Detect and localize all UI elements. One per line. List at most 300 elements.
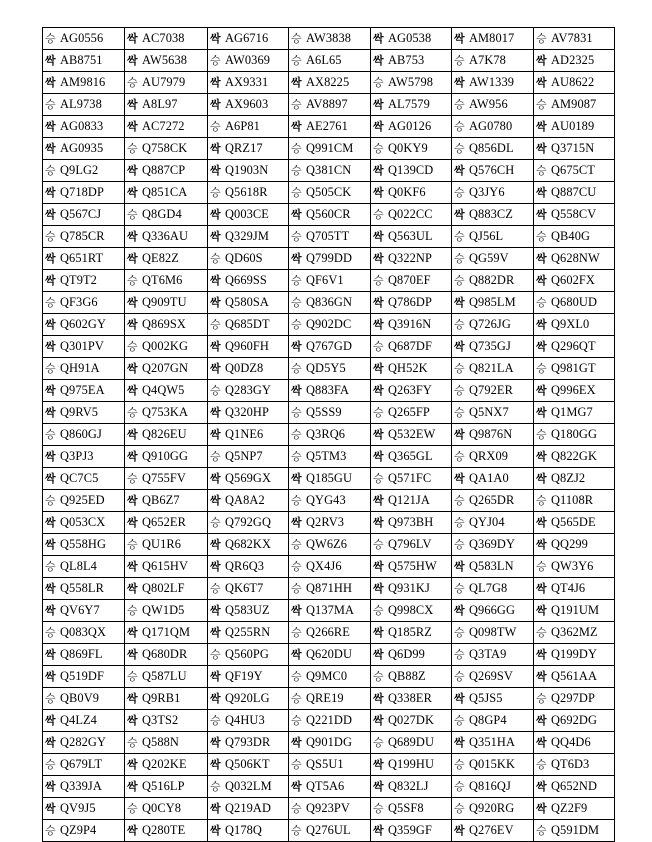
table-cell [371,820,452,842]
table-cell [125,644,208,666]
table-cell [371,776,452,798]
region-glyph-icon: 승 [373,274,384,287]
plate-code: Q758CK [142,141,188,155]
plate-code: Q675CT [551,163,595,177]
table-cell [208,754,289,776]
region-glyph-icon: 승 [454,670,465,683]
table-cell [534,732,615,754]
table-cell [43,204,125,226]
region-glyph-icon: 승 [45,494,56,507]
table-cell [452,50,534,72]
plate-code: Q669SS [225,273,267,287]
table-cell [534,28,615,50]
region-glyph-icon: 승 [45,560,56,573]
table-cell [371,556,452,578]
plate-code: Q362MZ [551,625,598,639]
plate-code: AL7579 [388,97,430,111]
region-glyph-icon: 싹 [210,494,221,507]
plate-code: Q966GG [469,603,516,617]
region-glyph-icon: 싹 [45,450,56,463]
plate-code: Q560CR [306,207,351,221]
table-cell [452,314,534,336]
plate-code: Q560PG [225,647,269,661]
plate-code: Q796LV [388,537,432,551]
table-cell [208,820,289,842]
plate-code: QRZ17 [225,141,263,155]
plate-code: QA1A0 [469,471,509,485]
region-glyph-icon: 싹 [210,76,221,89]
region-glyph-icon: 승 [536,692,547,705]
region-glyph-icon: 싹 [373,186,384,199]
region-glyph-icon: 승 [45,362,56,375]
table-cell [371,270,452,292]
plate-code: Q505CK [306,185,352,199]
table-cell [452,28,534,50]
region-glyph-icon: 승 [454,384,465,397]
table-cell [125,116,208,138]
table-row [43,446,615,468]
plate-code-table [42,27,615,842]
region-glyph-icon: 승 [454,362,465,375]
region-glyph-icon: 싹 [127,362,138,375]
plate-code: Q171QM [142,625,191,639]
plate-code: A6L65 [306,53,342,67]
region-glyph-icon: 싹 [127,318,138,331]
table-cell [534,138,615,160]
region-glyph-icon: 싹 [45,736,56,749]
plate-code: Q792GQ [225,515,272,529]
region-glyph-icon: 싹 [454,32,465,45]
table-cell [534,226,615,248]
table-row [43,754,615,776]
plate-code: Q996EX [551,383,596,397]
plate-code: Q851CA [142,185,188,199]
region-glyph-icon: 싹 [127,186,138,199]
region-glyph-icon: 싹 [210,604,221,617]
table-cell [125,204,208,226]
plate-code: Q576CH [469,163,515,177]
region-glyph-icon: 싹 [45,142,56,155]
region-glyph-icon: 승 [127,274,138,287]
table-cell [208,402,289,424]
region-glyph-icon: 승 [210,384,221,397]
table-cell [43,292,125,314]
plate-code: Q860GJ [60,427,102,441]
table-cell [289,534,371,556]
region-glyph-icon: 승 [291,802,302,815]
table-cell [208,314,289,336]
table-cell [534,754,615,776]
region-glyph-icon: 싹 [291,472,302,485]
region-glyph-icon: 싹 [373,516,384,529]
plate-code: Q381CN [306,163,352,177]
plate-code: QL7G8 [469,581,508,595]
table-cell [534,358,615,380]
region-glyph-icon: 싹 [127,648,138,661]
table-cell [289,622,371,644]
plate-code: Q931KJ [388,581,430,595]
plate-code: Q652ND [551,779,598,793]
region-glyph-icon: 싹 [210,208,221,221]
plate-code: Q793DR [225,735,271,749]
table-cell [125,446,208,468]
plate-code: Q920LG [225,691,270,705]
table-cell [289,314,371,336]
table-cell [534,688,615,710]
table-cell [534,820,615,842]
region-glyph-icon: 승 [536,758,547,771]
plate-code: Q180GG [551,427,598,441]
table-cell [534,380,615,402]
plate-code: Q565DE [551,515,596,529]
plate-code: QT9T2 [60,273,97,287]
table-cell [452,710,534,732]
region-glyph-icon: 승 [454,406,465,419]
table-row [43,292,615,314]
region-glyph-icon: 싹 [127,120,138,133]
table-cell [289,446,371,468]
plate-code: Q567CJ [60,207,102,221]
plate-code: A8L97 [142,97,178,111]
table-cell [125,798,208,820]
region-glyph-icon: 싹 [536,384,547,397]
region-glyph-icon: 싹 [373,296,384,309]
region-glyph-icon: 싹 [536,186,547,199]
table-cell [534,182,615,204]
table-cell [371,380,452,402]
plate-code: Q909TU [142,295,187,309]
table-cell [289,754,371,776]
table-cell [289,578,371,600]
table-row [43,468,615,490]
region-glyph-icon: 싹 [127,626,138,639]
plate-code: Q137MA [306,603,355,617]
plate-code: Q5NX7 [469,405,509,419]
table-cell [289,28,371,50]
table-cell [452,226,534,248]
table-cell [208,72,289,94]
table-cell [289,226,371,248]
region-glyph-icon: 싹 [373,758,384,771]
table-cell [43,160,125,182]
table-cell [452,754,534,776]
table-cell [371,490,452,512]
table-cell [43,424,125,446]
plate-code: QD60S [225,251,263,265]
table-cell [452,292,534,314]
table-cell [43,644,125,666]
plate-code: Q351HA [469,735,516,749]
table-cell [289,600,371,622]
plate-code: Q0KY9 [388,141,428,155]
plate-code: Q032LM [225,779,272,793]
table-cell [289,688,371,710]
plate-code: Q532EW [388,427,436,441]
table-cell [289,556,371,578]
region-glyph-icon: 싹 [373,648,384,661]
region-glyph-icon: 싹 [454,472,465,485]
table-cell [452,556,534,578]
table-cell [534,270,615,292]
table-cell [125,666,208,688]
table-cell [289,138,371,160]
plate-code: Q329JM [225,229,269,243]
region-glyph-icon: 승 [127,142,138,155]
region-glyph-icon: 싹 [373,692,384,705]
region-glyph-icon: 싹 [210,32,221,45]
region-glyph-icon: 승 [454,648,465,661]
table-row [43,50,615,72]
table-cell [125,270,208,292]
region-glyph-icon: 승 [291,142,302,155]
table-cell [208,226,289,248]
table-cell [534,578,615,600]
table-cell [534,204,615,226]
plate-code: Q981GT [551,361,596,375]
table-row [43,380,615,402]
plate-code: QB40G [551,229,591,243]
table-row [43,732,615,754]
table-cell [43,380,125,402]
table-cell [452,424,534,446]
region-glyph-icon: 승 [45,758,56,771]
table-cell [125,138,208,160]
region-glyph-icon: 승 [45,824,56,837]
table-cell [452,776,534,798]
table-cell [43,116,125,138]
plate-code: Q602GY [60,317,107,331]
region-glyph-icon: 싹 [536,406,547,419]
region-glyph-icon: 승 [210,516,221,529]
region-glyph-icon: 승 [127,340,138,353]
table-cell [125,314,208,336]
plate-code: Q821LA [469,361,514,375]
table-cell [534,424,615,446]
plate-code: Q680DR [142,647,188,661]
plate-code: Q652ER [142,515,186,529]
table-cell [534,534,615,556]
plate-code: QH52K [388,361,428,375]
table-cell [371,292,452,314]
region-glyph-icon: 싹 [454,604,465,617]
table-row [43,138,615,160]
plate-code: Q753KA [142,405,189,419]
plate-code: Q832LJ [388,779,429,793]
table-cell [43,226,125,248]
region-glyph-icon: 싹 [127,252,138,265]
table-cell [371,94,452,116]
region-glyph-icon: 승 [454,538,465,551]
table-cell [208,380,289,402]
plate-code: Q002KG [142,339,189,353]
region-glyph-icon: 승 [210,252,221,265]
table-cell [289,380,371,402]
region-glyph-icon: 승 [291,582,302,595]
region-glyph-icon: 승 [373,76,384,89]
region-glyph-icon: 승 [536,98,547,111]
table-cell [289,798,371,820]
region-glyph-icon: 싹 [45,120,56,133]
table-row [43,226,615,248]
table-cell [125,50,208,72]
plate-code: Q960FH [225,339,269,353]
region-glyph-icon: 싹 [536,76,547,89]
table-cell [452,204,534,226]
table-cell [371,358,452,380]
region-glyph-icon: 승 [536,560,547,573]
table-cell [289,182,371,204]
table-cell [452,270,534,292]
plate-code: Q685DT [225,317,270,331]
region-glyph-icon: 싹 [536,142,547,155]
table-row [43,490,615,512]
region-glyph-icon: 싹 [291,736,302,749]
table-cell [452,622,534,644]
plate-code: Q0CY8 [142,801,182,815]
plate-code: QV6Y7 [60,603,100,617]
plate-code: Q8GD4 [142,207,182,221]
table-cell [125,424,208,446]
region-glyph-icon: 승 [291,296,302,309]
table-cell [289,776,371,798]
table-cell [43,94,125,116]
table-row [43,336,615,358]
region-glyph-icon: 싹 [210,230,221,243]
plate-code: Q199HU [388,757,435,771]
plate-code: Q1MG7 [551,405,593,419]
plate-code: Q5NP7 [225,449,263,463]
table-cell [534,446,615,468]
plate-code: QB88Z [388,669,426,683]
region-glyph-icon: 승 [454,54,465,67]
plate-code: Q202KE [142,757,187,771]
table-cell [452,688,534,710]
plate-code: Q561AA [551,669,598,683]
region-glyph-icon: 싹 [210,296,221,309]
plate-code: Q3PJ3 [60,449,94,463]
table-body [43,28,615,842]
plate-code: Q266RE [306,625,350,639]
table-cell [125,182,208,204]
region-glyph-icon: 승 [373,604,384,617]
table-cell [289,160,371,182]
plate-code: Q735GJ [469,339,511,353]
table-cell [289,336,371,358]
table-cell [371,72,452,94]
region-glyph-icon: 승 [291,406,302,419]
region-glyph-icon: 싹 [210,406,221,419]
plate-code: Q516LP [142,779,185,793]
region-glyph-icon: 싹 [210,824,221,837]
table-cell [125,226,208,248]
plate-code: AW5638 [142,53,188,67]
region-glyph-icon: 승 [127,208,138,221]
table-cell [371,644,452,666]
table-cell [534,314,615,336]
table-cell [452,116,534,138]
table-cell [208,116,289,138]
plate-code: QE82Z [142,251,179,265]
region-glyph-icon: 승 [291,626,302,639]
region-glyph-icon: 싹 [291,516,302,529]
plate-code: Q5SF8 [388,801,424,815]
plate-code: Q322NP [388,251,432,265]
plate-code: AB8751 [60,53,103,67]
region-glyph-icon: 승 [291,692,302,705]
plate-code: Q998CX [388,603,434,617]
table-cell [125,512,208,534]
region-glyph-icon: 싹 [536,318,547,331]
region-glyph-icon: 승 [454,450,465,463]
plate-code: QK6T7 [225,581,264,595]
region-glyph-icon: 싹 [45,406,56,419]
region-glyph-icon: 싹 [210,758,221,771]
region-glyph-icon: 싹 [291,648,302,661]
region-glyph-icon: 싹 [210,802,221,815]
table-cell [125,292,208,314]
table-cell [208,270,289,292]
region-glyph-icon: 싹 [536,648,547,661]
plate-code: Q276UL [306,823,351,837]
table-cell [289,204,371,226]
region-glyph-icon: 싹 [127,296,138,309]
plate-code: Q9LG2 [60,163,99,177]
plate-code: Q280TE [142,823,186,837]
plate-code: Q973BH [388,515,434,529]
table-cell [43,622,125,644]
region-glyph-icon: 싹 [127,384,138,397]
plate-code: Q1NE6 [225,427,264,441]
table-cell [452,732,534,754]
region-glyph-icon: 승 [454,252,465,265]
region-glyph-icon: 승 [291,32,302,45]
region-glyph-icon: 싹 [291,780,302,793]
plate-code: QF6V1 [306,273,344,287]
region-glyph-icon: 승 [373,736,384,749]
table-cell [371,798,452,820]
table-cell [208,94,289,116]
region-glyph-icon: 승 [454,142,465,155]
region-glyph-icon: 승 [291,450,302,463]
plate-code: AG0833 [60,119,104,133]
table-cell [289,270,371,292]
table-row [43,270,615,292]
plate-code: Q558LR [60,581,104,595]
plate-code: Q8GP4 [469,713,507,727]
region-glyph-icon: 승 [291,362,302,375]
plate-code: Q882DR [469,273,515,287]
region-glyph-icon: 승 [373,472,384,485]
plate-code: Q0DZ8 [225,361,264,375]
region-glyph-icon: 승 [373,340,384,353]
plate-code: QG59V [469,251,509,265]
plate-code: Q680UD [551,295,598,309]
table-cell [534,292,615,314]
plate-code: Q9XL0 [551,317,590,331]
table-row [43,248,615,270]
plate-code: Q9876N [469,427,513,441]
region-glyph-icon: 싹 [454,164,465,177]
region-glyph-icon: 싹 [373,560,384,573]
table-cell [289,292,371,314]
region-glyph-icon: 싹 [210,626,221,639]
region-glyph-icon: 승 [291,560,302,573]
region-glyph-icon: 싹 [45,186,56,199]
region-glyph-icon: 승 [210,780,221,793]
table-cell [534,622,615,644]
region-glyph-icon: 승 [291,758,302,771]
region-glyph-icon: 승 [454,120,465,133]
